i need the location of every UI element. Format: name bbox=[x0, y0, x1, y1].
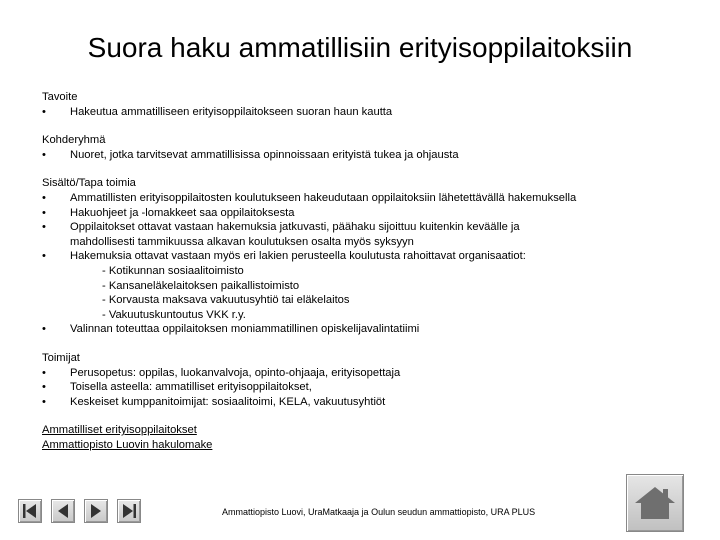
bullet: • bbox=[42, 381, 46, 394]
list-item bbox=[42, 249, 682, 264]
list-item bbox=[42, 105, 682, 120]
page-title: Suora haku ammatillisiin erityisoppilaitoksiin bbox=[87, 32, 633, 63]
list-item bbox=[42, 322, 682, 337]
slide-navigation bbox=[18, 499, 150, 523]
section-heading: Kohderyhmä bbox=[42, 134, 106, 147]
list-item bbox=[42, 220, 682, 249]
list-item bbox=[42, 191, 682, 206]
bullet: • bbox=[42, 191, 46, 204]
footer-text: Ammattiopisto Luovi, UraMatkaaja ja Oulun seudun ammattiopisto, URA PLUS bbox=[222, 507, 536, 517]
first-slide-button[interactable] bbox=[18, 499, 42, 523]
last-slide-button[interactable] bbox=[117, 499, 141, 523]
previous-slide-button[interactable] bbox=[51, 499, 75, 523]
bullet: • bbox=[42, 366, 46, 379]
sub-item: - Vakuutuskuntoutus VKK r.y. bbox=[102, 308, 246, 321]
last-slide-icon bbox=[120, 502, 138, 520]
sub-item: - Kotikunnan sosiaalitoimisto bbox=[102, 264, 244, 277]
bullet: • bbox=[42, 250, 46, 263]
item-text: Hakemuksia ottavat vastaan myös eri lakien perusteella koulutusta rahoittavat organisaatiot: bbox=[70, 250, 526, 263]
list-item bbox=[42, 366, 682, 381]
section-heading: Tavoite bbox=[42, 91, 78, 103]
bullet: • bbox=[42, 221, 46, 234]
sub-item: - Kansaneläkelaitoksen paikallistoimisto bbox=[102, 279, 300, 292]
section-sisalto bbox=[42, 176, 682, 337]
item-text: Valinnan toteuttaa oppilaitoksen moniammatillinen opiskelijavalintatiimi bbox=[70, 323, 420, 336]
bullet: • bbox=[42, 395, 46, 408]
bullet: • bbox=[42, 206, 46, 219]
item-text: Nuoret, jotka tarvitsevat ammatillisissa opinnoissaan erityistä tukea ja ohjausta bbox=[70, 148, 459, 161]
list-item bbox=[42, 395, 682, 410]
next-slide-button[interactable] bbox=[84, 499, 108, 523]
sub-item: - Korvausta maksava vakuutusyhtiö tai eläkelaitos bbox=[102, 294, 350, 307]
item-text: Oppilaitokset ottavat vastaan hakemuksia jatkuvasti, päähaku sijoittuu kuitenkin keväälle ja bbox=[70, 221, 520, 234]
item-text-continued: mahdollisesti tammikuussa alkavan koulutuksen osalta myös syksyyn bbox=[70, 235, 414, 248]
item-text: Keskeiset kumppanitoimijat: sosiaalitoimi, KELA, vakuutusyhtiöt bbox=[70, 395, 386, 408]
item-text: Toisella asteella: ammatilliset erityisoppilaitokset, bbox=[70, 381, 312, 394]
list-item bbox=[42, 148, 682, 163]
home-button[interactable] bbox=[626, 474, 684, 532]
section-kohderyhma bbox=[42, 133, 682, 162]
links bbox=[42, 423, 682, 452]
list-item bbox=[42, 380, 682, 395]
item-text: Hakuohjeet ja -lomakkeet saa oppilaitoksesta bbox=[70, 206, 295, 219]
section-heading: Sisältö/Tapa toimia bbox=[42, 177, 136, 190]
item-text: Hakeutua ammatilliseen erityisoppilaitokseen suoran haun kautta bbox=[70, 105, 393, 118]
bullet: • bbox=[42, 105, 46, 118]
bullet: • bbox=[42, 323, 46, 336]
section-heading: Toimijat bbox=[42, 351, 80, 364]
item-text: Ammatillisten erityisoppilaitosten koulutukseen hakeudutaan oppilaitoksiin lähetettävällä hakemuksella bbox=[70, 191, 577, 204]
next-slide-icon bbox=[87, 502, 105, 520]
link-erityisoppilaitokset[interactable]: Ammatilliset erityisoppilaitokset bbox=[42, 424, 197, 437]
slide-content bbox=[42, 90, 682, 452]
home-icon bbox=[633, 483, 677, 523]
bullet: • bbox=[42, 148, 46, 161]
section-tavoite bbox=[42, 90, 682, 119]
link-hakulomake[interactable]: Ammattiopisto Luovin hakulomake bbox=[42, 438, 213, 451]
list-item bbox=[42, 206, 682, 221]
first-slide-icon bbox=[21, 502, 39, 520]
section-toimijat bbox=[42, 351, 682, 409]
item-text: Perusopetus: oppilas, luokanvalvoja, opinto-ohjaaja, erityisopettaja bbox=[70, 366, 401, 379]
previous-slide-icon bbox=[54, 502, 72, 520]
